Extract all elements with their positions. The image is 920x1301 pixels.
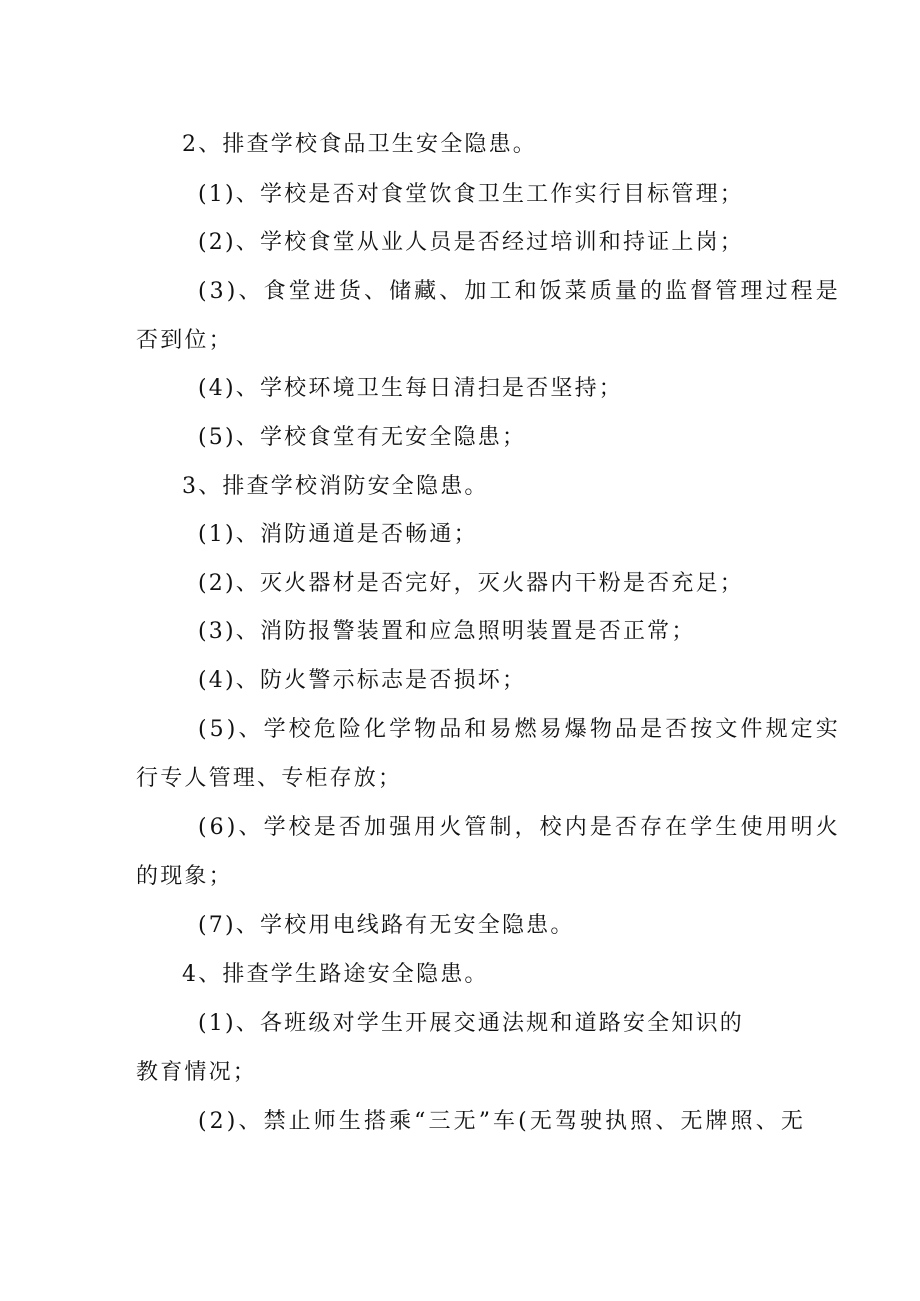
list-item: (1)、学校是否对食堂饮食卫生工作实行目标管理； [198,182,744,207]
section-heading-fire-safety: 3、排查学校消防安全隐患。 [182,474,489,499]
list-item: (1)、消防通道是否畅通； [198,522,478,547]
list-item: (6)、学校是否加强用火管制，校内是否存在学生使用明火 [198,815,841,840]
list-item: (2)、学校食堂从业人员是否经过培训和持证上岗； [198,230,744,255]
list-item: (4)、学校环境卫生每日清扫是否坚持； [198,376,623,401]
list-item-continuation: 行专人管理、专柜存放； [136,766,403,791]
list-item: (2)、灭火器材是否完好，灭火器内干粉是否充足； [198,571,744,596]
list-item: (5)、学校食堂有无安全隐患； [198,425,527,450]
list-item-continuation: 教育情况； [136,1060,258,1085]
section-heading-road-safety: 4、排查学生路途安全隐患。 [182,962,489,987]
list-item: (1)、各班级对学生开展交通法规和道路安全知识的 [198,1011,744,1036]
list-item: (3)、消防报警装置和应急照明装置是否正常； [198,619,696,644]
list-item: (3)、食堂进货、储藏、加工和饭菜质量的监督管理过程是 [198,279,841,304]
list-item: (5)、学校危险化学物品和易燃易爆物品是否按文件规定实 [198,717,841,742]
list-item: (4)、防火警示标志是否损坏； [198,668,527,693]
list-item-continuation: 的现象； [136,864,233,889]
section-heading-food-safety: 2、排查学校食品卫生安全隐患。 [182,132,537,157]
list-item-continuation: 否到位； [136,328,233,353]
list-item: (2)、禁止师生搭乘“三无”车(无驾驶执照、无牌照、无 [198,1109,806,1134]
list-item: (7)、学校用电线路有无安全隐患。 [198,913,575,938]
